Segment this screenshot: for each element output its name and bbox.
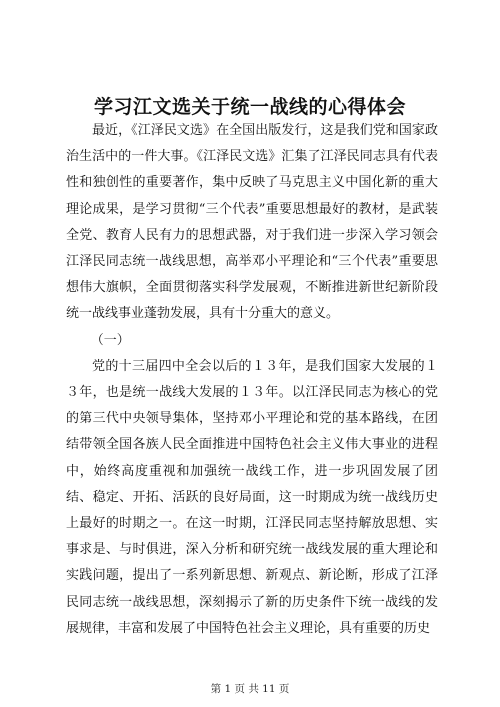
- section-heading: （一）: [90, 332, 130, 348]
- paragraph-intro: 最近，《江泽民文选》在全国出版发行，这是我们党和国家政治生活中的一件大事。《江泽民文选》汇集了江泽民同志具有代表性和独创性的重要著作，集中反映了马克思主义中国化新的重大理论成果，是学习贯彻“三个代表”重要思想最好的教材，是武装全党、教育人民有力的思想武器，对于我们进一步深入学习领会江泽民同志统一战线思想，高举邓小平理论和“三个代表”重要思想伟大旗帜，全面贯彻落实科学发展观，不断推进新世纪新阶段统一战线事业蓬勃发展，具有十分重大的意义。: [66, 123, 438, 322]
- paragraph-section-one: 党的十三届四中全会以后的１３年，是我们国家大发展的１３年，也是统一战线大发展的１３年。以江泽民同志为核心的党的第三代中央领导集体，坚持邓小平理论和党的基本路线，在团结带领全国各族人民全面推进中国特色社会主义伟大事业的进程中，始终高度重视和加强统一战线工作，进一步巩固发展了团结、稳定、开拓、活跃的良好局面，这一时期成为统一战线历史上最好的时期之一。在这一时期，江泽民同志坚持解放思想、实事求是、与时俱进，深入分析和研究统一战线发展的重大理论和实践问题，提出了一系列新思想、新观点、新论断，形成了江泽民同志统一战线思想，深刻揭示了新的历史条件下统一战线的发展规律，丰富和发展了中国特色社会主义理论，具有重要的历史: [66, 358, 438, 636]
- document-body: [66, 118, 438, 642]
- document-title: 学习江文选关于统一战线的心得体会: [93, 96, 406, 118]
- page-number: 第 1 页 共 11 页: [210, 683, 290, 695]
